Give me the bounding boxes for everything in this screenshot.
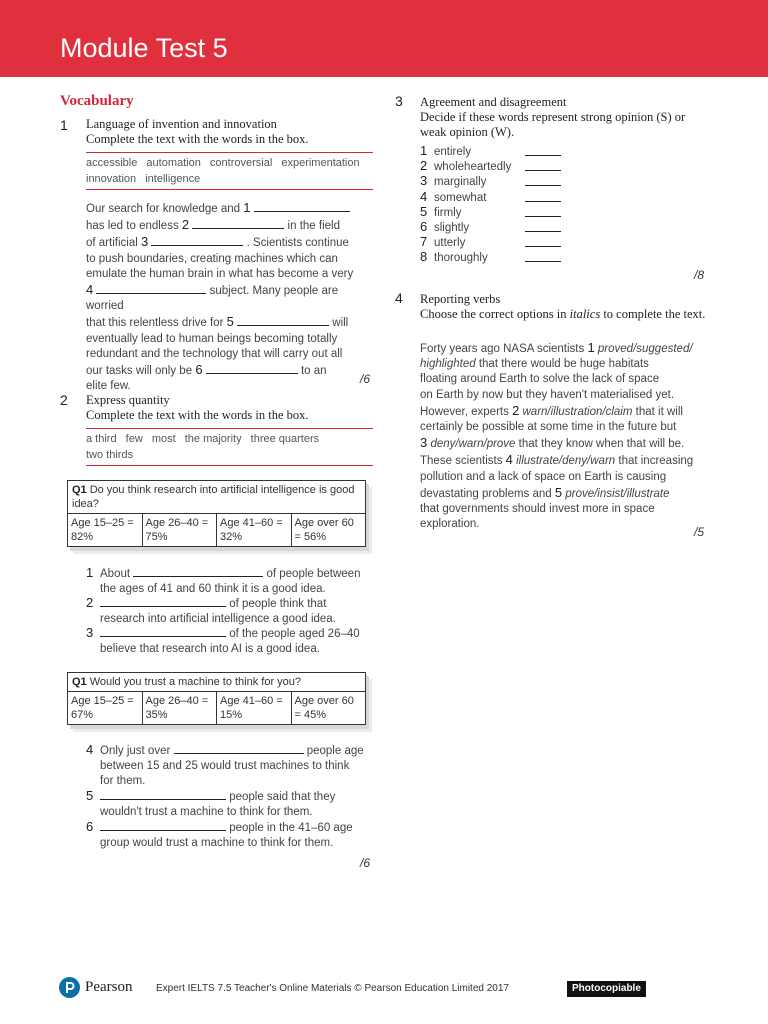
answer-blank[interactable] xyxy=(151,235,243,246)
answer-blank[interactable] xyxy=(525,160,561,171)
option-set[interactable]: deny/warn/prove xyxy=(430,438,516,451)
word-option: a third xyxy=(86,433,117,445)
answer-blank[interactable] xyxy=(96,283,206,294)
answer-blank[interactable] xyxy=(100,789,226,800)
answer-blank[interactable] xyxy=(100,820,226,831)
word-option: controversial xyxy=(209,157,273,169)
exercise-1-text: Our search for knowledge and 1 has led to endless 2 in the field of artificial 3 . Scientists continue to push boundaries, creating machines which can emulate the human brain in what has become a very 4 subject. Many people are worried that this relentless drive for 5 will eventually lead to human beings becoming totally redundant and the technology that will carry out all our tasks will only be 6 to an elite few. xyxy=(86,200,354,393)
answer-blank[interactable] xyxy=(192,218,284,229)
opinion-item: 5 firmly xyxy=(420,204,580,219)
opinion-item: 2 wholeheartedly xyxy=(420,158,580,173)
opinion-item: 7 utterly xyxy=(420,234,580,249)
answer-blank[interactable] xyxy=(525,236,561,247)
opinion-item: 4 somewhat xyxy=(420,189,580,204)
exercise-1-number: 1 xyxy=(60,117,68,133)
section-title-vocabulary: Vocabulary xyxy=(60,93,134,109)
survey-table-2 xyxy=(67,672,366,725)
opinion-item: 6 slightly xyxy=(420,219,580,234)
answer-blank[interactable] xyxy=(133,566,263,577)
option-set[interactable]: highlighted xyxy=(420,358,476,371)
answer-blank[interactable] xyxy=(254,201,350,212)
exercise-2-word-box xyxy=(86,428,373,466)
exercise-3-number: 3 xyxy=(395,93,403,109)
survey-cell: Age 15–25 = 82% xyxy=(68,514,143,546)
word-option: few xyxy=(125,433,143,445)
answer-blank[interactable] xyxy=(525,145,561,156)
exercise-2-score: /6 xyxy=(360,856,371,870)
answer-blank[interactable] xyxy=(100,626,226,637)
footer-brand: Pearson xyxy=(85,979,133,995)
exercise-3-heading xyxy=(420,95,710,140)
exercise-4-text: Forty years ago NASA scientists 1 proved/suggested/ highlighted that there would be huge habitats floating around Earth to solve the lack of space on Earth by now but they haven't materialised yet. However, experts 2 warn/illustration/claim that it will certainly be possible at some time in the future but 3 deny/warn/prove that they know when that will be. These scientists 4 illustrate/deny/warn that increasing pollution and a lack of space on Earth is causing devastating problems and 5 prove/insist/illustrate that governments should invest more in space exploration. xyxy=(420,340,694,531)
exercise-4-heading xyxy=(420,292,710,322)
answer-blank[interactable] xyxy=(174,743,304,754)
exercise-4-title: Reporting verbs xyxy=(420,292,501,306)
answer-blank[interactable] xyxy=(525,251,561,262)
exercise-4-instruction: Choose the correct options in italics to complete the text. xyxy=(420,307,706,321)
word-option: intelligence xyxy=(145,173,201,185)
exercise-2-item-1: 1 About of people between the ages of 41 and 60 think it is a good idea. xyxy=(86,565,361,596)
survey-question: Q1 Do you think research into artificial intelligence is good idea? xyxy=(68,481,365,514)
exercise-1-word-box xyxy=(86,152,373,190)
opinion-item: 8 thoroughly xyxy=(420,249,580,264)
exercise-3-score: /8 xyxy=(694,268,705,282)
survey-question: Q1 Would you trust a machine to think for you? xyxy=(68,673,365,692)
word-option: three quarters xyxy=(250,433,320,445)
answer-blank[interactable] xyxy=(206,363,298,374)
exercise-3-title: Agreement and disagreement xyxy=(420,95,567,109)
exercise-1-heading xyxy=(86,117,376,147)
word-option: accessible xyxy=(86,157,138,169)
exercise-4-number: 4 xyxy=(395,290,403,306)
exercise-2-heading xyxy=(86,393,376,423)
word-option: innovation xyxy=(86,173,137,185)
answer-blank[interactable] xyxy=(525,191,561,202)
option-set[interactable]: proved/suggested/ xyxy=(597,343,693,355)
exercise-2-title: Express quantity xyxy=(86,393,170,407)
footer-copyright: Expert IELTS 7.5 Teacher's Online Materials © Pearson Education Limited 2017 xyxy=(156,983,509,994)
pearson-logo-icon xyxy=(59,977,80,998)
exercise-1-score: /6 xyxy=(360,372,371,386)
exercise-2-item-6: 6 people in the 41–60 age group would trust a machine to think for them. xyxy=(86,819,353,850)
survey-cell: Age 15–25 = 67% xyxy=(68,692,143,724)
answer-blank[interactable] xyxy=(525,206,561,217)
word-option: two thirds xyxy=(86,449,134,461)
header-bar xyxy=(0,0,768,77)
option-set[interactable]: warn/illustration/claim xyxy=(522,405,633,418)
exercise-2-instruction: Complete the text with the words in the box. xyxy=(86,408,309,422)
photocopiable-badge: Photocopiable xyxy=(567,981,646,997)
survey-table-1 xyxy=(67,480,366,547)
exercise-4-score: /5 xyxy=(694,525,705,539)
survey-cell: Age 26–40 = 35% xyxy=(143,692,218,724)
word-option: the majority xyxy=(184,433,242,445)
survey-cell: Age over 60 = 56% xyxy=(294,517,354,543)
answer-blank[interactable] xyxy=(100,596,226,607)
exercise-2-item-4: 4 Only just over people age between 15 and 25 would trust machines to think for them. xyxy=(86,742,364,788)
exercise-3-instruction: Decide if these words represent strong opinion (S) or weak opinion (W). xyxy=(420,110,686,139)
exercise-3-list xyxy=(420,143,580,265)
word-option: experimentation xyxy=(281,157,360,169)
survey-cell: Age 41–60 = 32% xyxy=(217,514,292,546)
exercise-2-number: 2 xyxy=(60,392,68,408)
exercise-2-item-5: 5 people said that they wouldn't trust a machine to think for them. xyxy=(86,788,336,819)
option-set[interactable]: illustrate/deny/warn xyxy=(516,455,616,468)
exercise-2-item-2: 2 of people think that research into artificial intelligence a good idea. xyxy=(86,595,336,626)
opinion-item: 3 marginally xyxy=(420,173,580,188)
exercise-2-item-3: 3 of the people aged 26–40 believe that research into AI is a good idea. xyxy=(86,625,360,656)
exercise-1-instruction: Complete the text with the words in the box. xyxy=(86,132,309,146)
exercise-1-title: Language of invention and innovation xyxy=(86,117,277,131)
answer-blank[interactable] xyxy=(525,221,561,232)
option-set[interactable]: prove/insist/illustrate xyxy=(565,487,670,500)
word-option: most xyxy=(151,433,176,445)
word-option: automation xyxy=(146,157,201,169)
page-title: Module Test 5 xyxy=(60,33,228,63)
survey-cell: Age 41–60 = 15% xyxy=(217,692,292,724)
survey-cell: Age over 60 = 45% xyxy=(294,695,354,721)
opinion-item: 1 entirely xyxy=(420,143,580,158)
answer-blank[interactable] xyxy=(525,175,561,186)
survey-cell: Age 26–40 = 75% xyxy=(143,514,218,546)
answer-blank[interactable] xyxy=(237,315,329,326)
